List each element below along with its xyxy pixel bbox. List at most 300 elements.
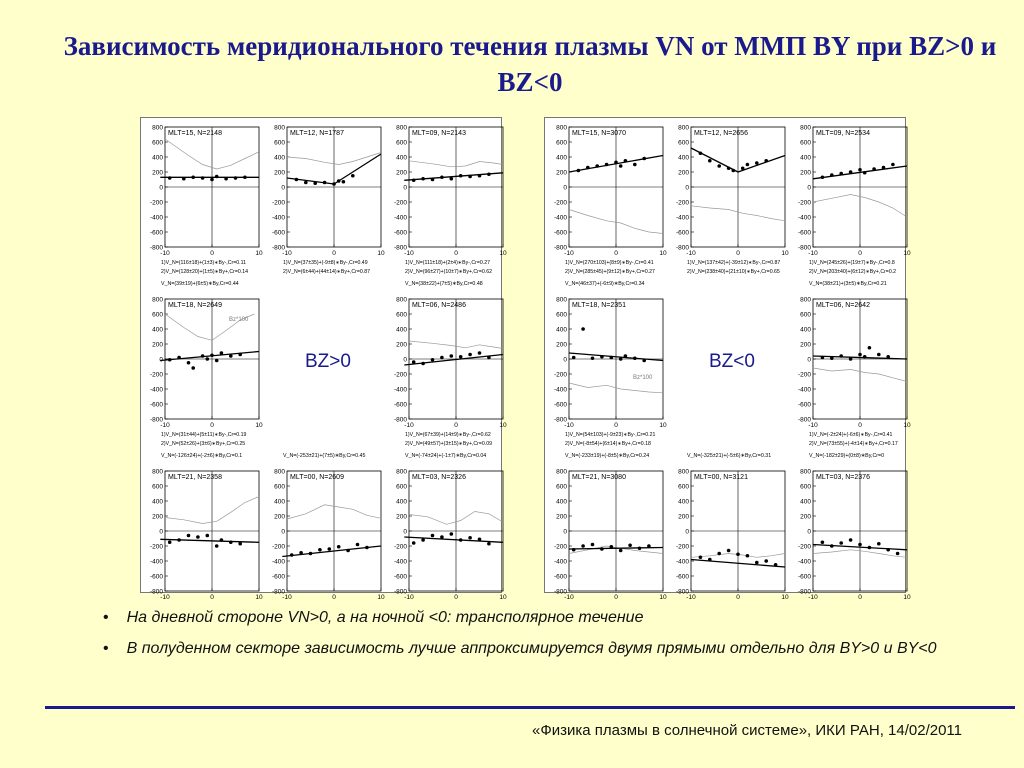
y-tick-label: -400 [797,386,811,394]
y-tick-label: 400 [152,154,163,162]
y-tick-label: -200 [675,199,689,207]
y-tick-label: 600 [396,311,407,319]
data-point [468,536,472,540]
scatter-plot [143,121,263,279]
data-point [581,544,585,548]
y-tick-label: -400 [797,558,811,566]
scatter-plot [547,121,667,279]
x-tick-label: 10 [255,594,263,601]
fit-formula-2: 2)V_N=(-8±54)+(6±14)∗By+,Cr=0.18 [565,441,651,447]
x-tick-label: 10 [781,594,789,601]
y-tick-label: 400 [274,154,285,162]
plot-header: MLT=03, N=2326 [412,474,466,481]
y-tick-label: 200 [152,513,163,521]
y-tick-label: 400 [800,326,811,334]
y-tick-label: 200 [152,169,163,177]
data-point [858,543,862,547]
chart-panel-bz-negative [544,117,911,601]
combined-fit-formula: V_N=(39±19)+(6±5)∗By,Cr=0.44 [161,281,239,287]
scatter-plot [791,293,911,451]
data-point [755,161,759,165]
scatter-plot [387,121,507,279]
combined-fit-formula: V_N=(38±22)+(7±5)∗By,Cr=0.48 [405,281,483,287]
y-tick-label: 600 [274,483,285,491]
plot-header: MLT=06, N=2486 [412,302,466,309]
data-point [206,357,210,361]
data-point [459,355,463,359]
data-point [849,538,853,542]
y-tick-label: 400 [274,498,285,506]
x-tick-label: -10 [282,250,292,257]
x-tick-label: -10 [404,422,414,429]
data-point [440,535,444,539]
fit-formula-2: 2)V_N=(73±55)+(-4±14)∗By+,Cr=0.17 [809,441,898,447]
x-tick-label: 0 [210,422,214,429]
y-tick-label: -600 [797,401,811,409]
y-tick-label: -400 [553,386,567,394]
footer: «Физика плазмы в солнечной системе», ИКИ РАН, 14/02/2011 [531,722,962,739]
scatter-plot [547,465,667,623]
combined-fit-formula: V_N=(-233±19)+(-8±5)∗By,Cr=0.24 [565,453,650,459]
plot-mlt-15 [143,121,263,279]
x-tick-label: 10 [499,422,507,429]
y-tick-label: -600 [149,229,163,237]
data-point [450,532,454,536]
x-tick-label: 0 [614,594,618,601]
y-tick-label: 400 [396,326,407,334]
fit-formula-2: 2)V_N=(128±20)+(1±5)∗By+,Cr=0.14 [161,269,249,275]
y-tick-label: 0 [807,184,811,192]
data-point [717,552,721,556]
data-point [487,542,491,546]
x-tick-label: 0 [332,594,336,601]
x-tick-label: 10 [499,250,507,257]
y-tick-label: 600 [152,139,163,147]
data-point [858,353,862,357]
bullet-text: В полуденном секторе зависимость лучше аппроксимируется двумя прямыми отдельно для BY>0 и BY<0 [126,640,937,657]
regression-line [282,546,381,557]
y-tick-label: 200 [800,169,811,177]
scatter-plot [265,121,385,279]
y-tick-label: 400 [678,154,689,162]
y-tick-label: 400 [152,326,163,334]
data-point [746,554,750,558]
y-tick-label: 200 [274,513,285,521]
x-tick-label: 10 [377,250,385,257]
y-tick-label: 0 [281,528,285,536]
y-tick-label: 0 [563,528,567,536]
scatter-plot [265,465,385,623]
y-tick-label: 200 [556,169,567,177]
x-tick-label: -10 [808,422,818,429]
plot-header: MLT=21, N=2358 [168,474,222,481]
y-tick-label: 200 [152,341,163,349]
fit-formula-1: 1)V_N=(-2±24)+(-6±6)∗By-,Cr=0.41 [809,432,893,438]
y-tick-label: 200 [556,513,567,521]
y-tick-label: 800 [800,296,811,304]
y-tick-label: 600 [678,483,689,491]
x-tick-label: 10 [499,594,507,601]
y-tick-label: 0 [403,356,407,364]
bullet-item: • На дневной стороне VN>0, а на ночной <0: трансполярное течение [103,609,644,626]
y-tick-label: -400 [271,214,285,222]
data-point [858,168,862,172]
y-tick-label: -600 [553,573,567,581]
fit-formula-1: 1)V_N=(137±42)+(-39±12)∗By-,Cr=0.87 [687,260,781,266]
x-tick-label: 0 [210,594,214,601]
y-tick-label: -200 [271,543,285,551]
data-point [431,358,435,362]
data-point [191,366,195,370]
plot-mlt-21 [547,465,667,623]
x-tick-label: 0 [454,422,458,429]
x-tick-label: 0 [858,422,862,429]
data-point [619,164,623,168]
y-tick-label: -200 [393,543,407,551]
y-tick-label: -800 [149,244,163,252]
y-tick-label: 400 [800,498,811,506]
y-tick-label: -200 [553,199,567,207]
y-tick-label: -800 [149,416,163,424]
data-point [839,541,843,545]
y-tick-label: -800 [393,416,407,424]
y-tick-label: 0 [159,184,163,192]
y-tick-label: 800 [678,124,689,132]
x-tick-label: 0 [210,250,214,257]
y-tick-label: 800 [800,468,811,476]
y-tick-label: -200 [393,199,407,207]
y-tick-label: -800 [675,588,689,596]
y-tick-label: -400 [149,214,163,222]
y-tick-label: 200 [678,169,689,177]
y-tick-label: 600 [556,311,567,319]
plot-mlt-03 [387,465,507,623]
y-tick-label: -400 [553,214,567,222]
y-tick-label: 800 [556,468,567,476]
scatter-plot [387,293,507,451]
data-point [318,548,322,552]
data-point [304,181,308,185]
data-point [450,177,454,181]
y-tick-label: 800 [274,124,285,132]
y-tick-label: 600 [800,139,811,147]
plot-header: MLT=12, N=2656 [694,130,748,137]
page-title: Зависимость меридионального течения плазмы VN от ММП BY при BZ>0 и BZ<0 [63,31,997,97]
combined-fit-formula: V_N=(-126±24)+(-2±6)∗By,Cr=0.1 [161,453,243,459]
data-point [421,538,425,542]
y-tick-label: 0 [563,356,567,364]
combined-fit-formula: V_N=(-253±21)+(7±5)∗By,Cr=0.45 [283,453,366,459]
data-point [342,180,346,184]
data-point [708,159,712,163]
data-point [187,361,191,365]
data-point [591,356,595,360]
divider [45,706,1015,709]
y-tick-label: 0 [281,184,285,192]
fit-formula-1: 1)V_N=(111±18)+(2±4)∗By-,Cr=0.27 [405,260,490,266]
fit-formula-1: 1)V_N=(270±103)+(8±9)∗By-,Cr=0.41 [565,260,654,266]
fit-formula-2: 2)V_N=(203±40)+(6±12)∗By+,Cr=0.2 [809,269,897,275]
fit-formula-1: 1)V_N=(245±26)+(19±7)∗By-,Cr=0.8 [809,260,895,266]
y-tick-label: 200 [396,513,407,521]
y-tick-label: -400 [149,558,163,566]
plot-mlt-06 [387,293,507,451]
plot-mlt-03 [791,465,911,623]
y-tick-label: -200 [553,543,567,551]
y-tick-label: -600 [271,573,285,581]
y-tick-label: 800 [274,468,285,476]
y-tick-label: 400 [396,154,407,162]
plot-header: MLT=21, N=3080 [572,474,626,481]
y-tick-label: 600 [556,483,567,491]
x-tick-label: -10 [686,594,696,601]
plot-header: MLT=09, N=2143 [412,130,466,137]
y-tick-label: 600 [152,483,163,491]
y-tick-label: -400 [675,214,689,222]
data-point [215,359,219,363]
data-point [891,163,895,167]
data-point [755,561,759,565]
data-point [736,552,740,556]
x-tick-label: 10 [255,250,263,257]
y-tick-label: -800 [797,416,811,424]
bz-center-label: BZ<0 [709,351,755,372]
y-tick-label: -400 [675,558,689,566]
plot-mlt-21 [143,465,263,623]
data-point [238,542,242,546]
data-point [572,356,576,360]
y-tick-label: 600 [678,139,689,147]
y-tick-label: 600 [800,311,811,319]
y-tick-label: -600 [393,573,407,581]
combined-fit-formula: V_N=(46±37)+(-6±9)∗By,Cr=0.34 [565,281,645,287]
scatter-plot [143,293,263,451]
y-tick-label: 600 [274,139,285,147]
x-tick-label: -10 [686,250,696,257]
data-point [412,541,416,545]
y-tick-label: -600 [149,573,163,581]
y-tick-label: 200 [396,169,407,177]
y-tick-label: -200 [271,199,285,207]
bullet-text: На дневной стороне VN>0, а на ночной <0: трансполярное течение [126,609,644,626]
fit-formula-1: 1)V_N=(67±39)+(14±9)∗By-,Cr=0.62 [405,432,491,438]
x-tick-label: -10 [808,594,818,601]
y-tick-label: 400 [396,498,407,506]
y-tick-label: -600 [797,573,811,581]
y-tick-label: 0 [807,356,811,364]
y-tick-label: 0 [807,528,811,536]
y-tick-label: -200 [149,371,163,379]
plot-mlt-00 [265,465,385,623]
y-tick-label: 800 [396,296,407,304]
plot-header: MLT=18, N=2351 [572,302,626,309]
plot-mlt-12 [265,121,385,279]
y-tick-label: -600 [393,229,407,237]
data-point [450,354,454,358]
data-point [877,353,881,357]
y-tick-label: 200 [800,341,811,349]
y-tick-label: -800 [675,244,689,252]
scatter-plot [387,465,507,623]
data-point [717,164,721,168]
data-point [821,540,825,544]
y-tick-label: -200 [393,371,407,379]
y-tick-label: 800 [678,468,689,476]
y-tick-label: 200 [678,513,689,521]
y-tick-label: -400 [553,558,567,566]
y-tick-label: -200 [149,543,163,551]
plot-header: MLT=00, N=3121 [694,474,748,481]
x-tick-label: 10 [377,594,385,601]
fit-formula-2: 2)V_N=(238±40)+(21±10)∗By+,Cr=0.65 [687,269,780,275]
y-tick-label: 600 [556,139,567,147]
y-tick-label: -600 [675,573,689,581]
x-tick-label: 0 [454,594,458,601]
x-tick-label: -10 [160,422,170,429]
y-tick-label: -600 [675,229,689,237]
y-tick-label: 0 [685,528,689,536]
plot-mlt-18 [143,293,263,451]
data-point [896,552,900,556]
y-tick-label: -200 [797,543,811,551]
y-tick-label: 800 [152,296,163,304]
y-tick-label: 400 [556,498,567,506]
fit-formula-2: 2)V_N=(285±45)+(9±12)∗By+,Cr=0.27 [565,269,655,275]
y-tick-label: -200 [553,371,567,379]
fit-formula-1: 1)V_N=(54±103)+(-9±23)∗By-,Cr=0.21 [565,432,656,438]
y-tick-label: 800 [800,124,811,132]
x-tick-label: 0 [614,422,618,429]
x-tick-label: 0 [332,250,336,257]
y-tick-label: 600 [396,483,407,491]
x-tick-label: 0 [614,250,618,257]
data-point [196,535,200,539]
regression-line [404,173,503,181]
y-tick-label: -800 [553,416,567,424]
scatter-plot [669,465,789,623]
x-tick-label: 10 [903,250,911,257]
y-tick-label: 200 [800,513,811,521]
x-tick-label: 10 [255,422,263,429]
data-point [581,327,585,331]
x-tick-label: 10 [903,594,911,601]
x-tick-label: -10 [282,594,292,601]
data-point [337,545,341,549]
x-tick-label: -10 [564,422,574,429]
fit-formula-1: 1)V_N=(31±44)+(5±11)∗By-,Cr=0.19 [161,432,247,438]
y-tick-label: -600 [393,401,407,409]
plot-mlt-00 [669,465,789,623]
y-tick-label: -800 [797,588,811,596]
y-tick-label: -200 [675,543,689,551]
data-point [628,543,632,547]
y-tick-label: -400 [149,386,163,394]
x-tick-label: -10 [808,250,818,257]
y-tick-label: -800 [553,588,567,596]
y-tick-label: 400 [800,154,811,162]
fit-formula-2: 2)V_N=(6±44)+(44±14)∗By+,Cr=0.87 [283,269,371,275]
plot-header: MLT=12, N=1787 [290,130,344,137]
x-tick-label: 0 [858,250,862,257]
y-tick-label: 400 [556,154,567,162]
x-tick-label: 10 [659,594,667,601]
regression-line [404,355,503,366]
x-tick-label: 0 [736,594,740,601]
plot-header: MLT=03, N=2376 [816,474,870,481]
fit-formula-2: 2)V_N=(49±57)+(3±15)∗By+,Cr=0.09 [405,441,493,447]
y-tick-label: -400 [393,558,407,566]
data-point [633,163,637,167]
y-tick-label: 400 [556,326,567,334]
x-tick-label: 10 [659,250,667,257]
data-point [764,559,768,563]
data-point [440,356,444,360]
combined-fit-formula: V_N=(38±21)+(3±5)∗By,Cr=0.21 [809,281,887,287]
regression-line [404,537,503,542]
y-tick-label: -200 [797,371,811,379]
y-tick-label: 600 [396,139,407,147]
fit-formula-2: 2)V_N=(52±26)+(3±6)∗By+,Cr=0.25 [161,441,246,447]
plot-mlt-06 [791,293,911,451]
y-tick-label: -600 [797,229,811,237]
plot-header: MLT=06, N=2642 [816,302,870,309]
y-tick-label: -400 [393,214,407,222]
x-tick-label: -10 [564,594,574,601]
plot-mlt-09 [791,121,911,279]
regression-line [160,539,259,542]
y-tick-label: -800 [553,244,567,252]
x-tick-label: -10 [160,594,170,601]
data-point [699,555,703,559]
fit-formula-1: 1)V_N=(37±35)+(-9±8)∗By-,Cr=0.49 [283,260,368,266]
plot-header: MLT=00, N=2609 [290,474,344,481]
y-tick-label: 400 [678,498,689,506]
data-point [468,353,472,357]
plot-header: MLT=15, N=2148 [168,130,222,137]
data-point [328,547,332,551]
y-tick-label: 0 [563,184,567,192]
y-tick-label: 200 [556,341,567,349]
y-tick-label: -600 [553,229,567,237]
data-point [478,351,482,355]
y-tick-label: -800 [271,244,285,252]
plot-header: MLT=18, N=2649 [168,302,222,309]
data-point [210,178,214,182]
y-tick-label: 800 [152,124,163,132]
y-tick-label: -600 [271,229,285,237]
y-tick-label: 800 [396,468,407,476]
bz-center-label: BZ>0 [305,351,351,372]
x-tick-label: 0 [858,594,862,601]
plot-header: MLT=15, N=3070 [572,130,626,137]
chart-panel-bz-positive [140,117,507,601]
bz-scale-note: Bz*100 [633,375,653,381]
y-tick-label: 200 [274,169,285,177]
plot-mlt-15 [547,121,667,279]
data-point [187,534,191,538]
data-point [168,540,172,544]
y-tick-label: 200 [396,341,407,349]
x-tick-label: -10 [160,250,170,257]
data-point [746,163,750,167]
y-tick-label: 0 [159,356,163,364]
scatter-plot [547,293,667,451]
scatter-plot [143,465,263,623]
x-tick-label: 10 [903,422,911,429]
y-tick-label: -600 [149,401,163,409]
bz-scale-note: Bz*100 [229,317,249,323]
data-point [351,174,355,178]
